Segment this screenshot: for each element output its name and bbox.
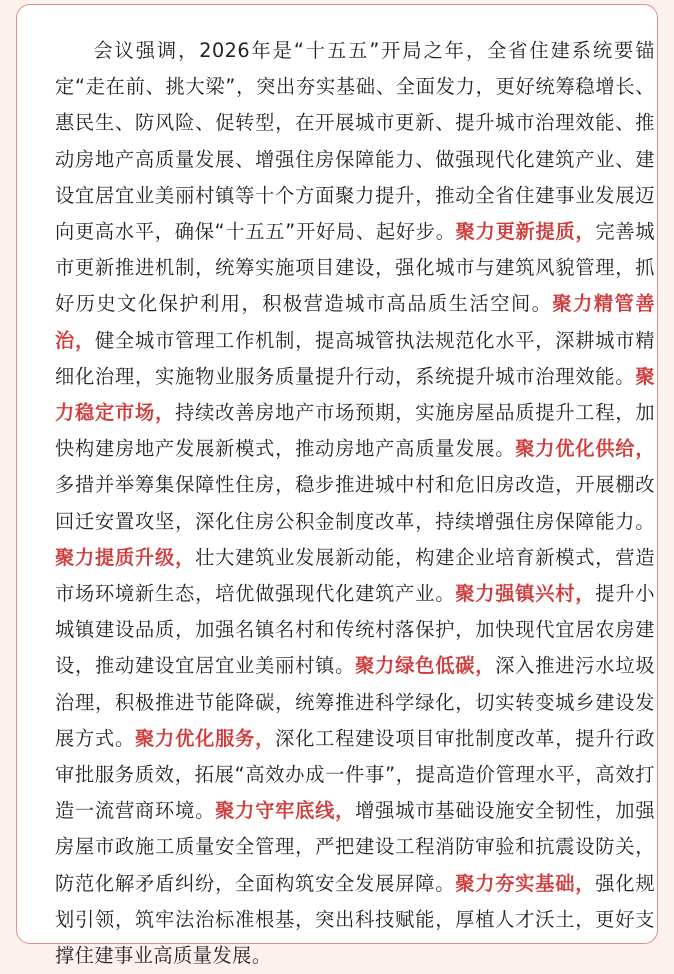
section-9-body: 增强城市基础设施安全韧性，加强房屋市政施工质量安全管理，严把建设工程消防审验和抗震设防关，防范化解矛盾纠纷，全面构筑安全发展屏障。	[55, 799, 656, 895]
section-1-heading: 聚力更新提质，	[455, 220, 596, 244]
section-8-body: 深化工程建设项目审批制度改革，提升行政审批服务质效，拓展“高效办成一件事”，提高造价管理水平，高效打造一流营商环境。	[55, 726, 656, 823]
section-7-body: 深入推进污水垃圾治理，积极推进节能降碳，统筹推进科学绿化，切实转变城乡建设发展方式。	[55, 654, 656, 750]
section-3-body: 持续改善房地产市场预期，实施房屋品质提升工程，加快构建房地产发展新模式，推动房地产高质量发展。	[55, 401, 656, 461]
section-10-body: 强化规划引领，筑牢法治标准根基，突出科技赋能，厚植人才沃土，更好支撑住建事业高质量发展。	[55, 871, 656, 968]
section-5-body: 壮大建筑业发展新动能，构建企业培育新模式，营造市场环境新生态，培优做强现代化建筑产业。	[55, 545, 656, 606]
section-2-body: 健全城市管理工作机制，提高城管执法规范化水平，深耕城市精细化治理，实施物业服务质量提升行动，系统提升城市治理效能。	[55, 328, 656, 388]
section-4-body: 多措并举筹集保障性住房，稳步推进城中村和危旧房改造，开展棚改回迁安置攻坚，深化住房公积金制度改革，持续增强住房保障能力。	[55, 473, 655, 533]
section-10-heading: 聚力夯实基础，	[455, 871, 596, 895]
article-paragraph	[55, 33, 655, 974]
section-2-heading: 聚力精管善治，	[55, 292, 656, 352]
intro-text: 会议强调，2026年是“十五五”开局之年，全省住建系统要锚定“走在前、挑大梁”，突出夯实基础、全面发力，更好统筹稳增长、惠民生、防风险、促转型，在开展城市更新、提升城市治理效能、推动房地产高质量发展、增强住房保障能力、做强现代化建筑产业、建设宜居宜业美丽村镇等十个方面聚力提升，推动全省住建事业发展迈向更高水平，确保“十五五”开好局、起好步。	[55, 39, 655, 244]
section-5-heading: 聚力提质升级，	[55, 545, 196, 569]
section-6-body: 提升小城镇建设品质，加强名镇名村和传统村落保护，加快现代宜居农房建设，推动建设宜居宜业美丽村镇。	[55, 582, 656, 678]
section-4-heading: 聚力优化供给，	[515, 437, 656, 461]
section-1-body: 完善城市更新推进机制，统筹实施项目建设，强化城市与建筑风貌管理，抓好历史文化保护利用，积极营造城市高品质生活空间。	[55, 220, 656, 316]
section-3-heading: 聚力稳定市场，	[55, 364, 655, 425]
article-card	[16, 4, 658, 968]
section-7-heading: 聚力绿色低碳，	[355, 654, 496, 678]
section-6-heading: 聚力强镇兴村，	[455, 582, 596, 606]
section-9-heading: 聚力守牢底线，	[215, 799, 356, 823]
section-8-heading: 聚力优化服务，	[135, 726, 276, 750]
